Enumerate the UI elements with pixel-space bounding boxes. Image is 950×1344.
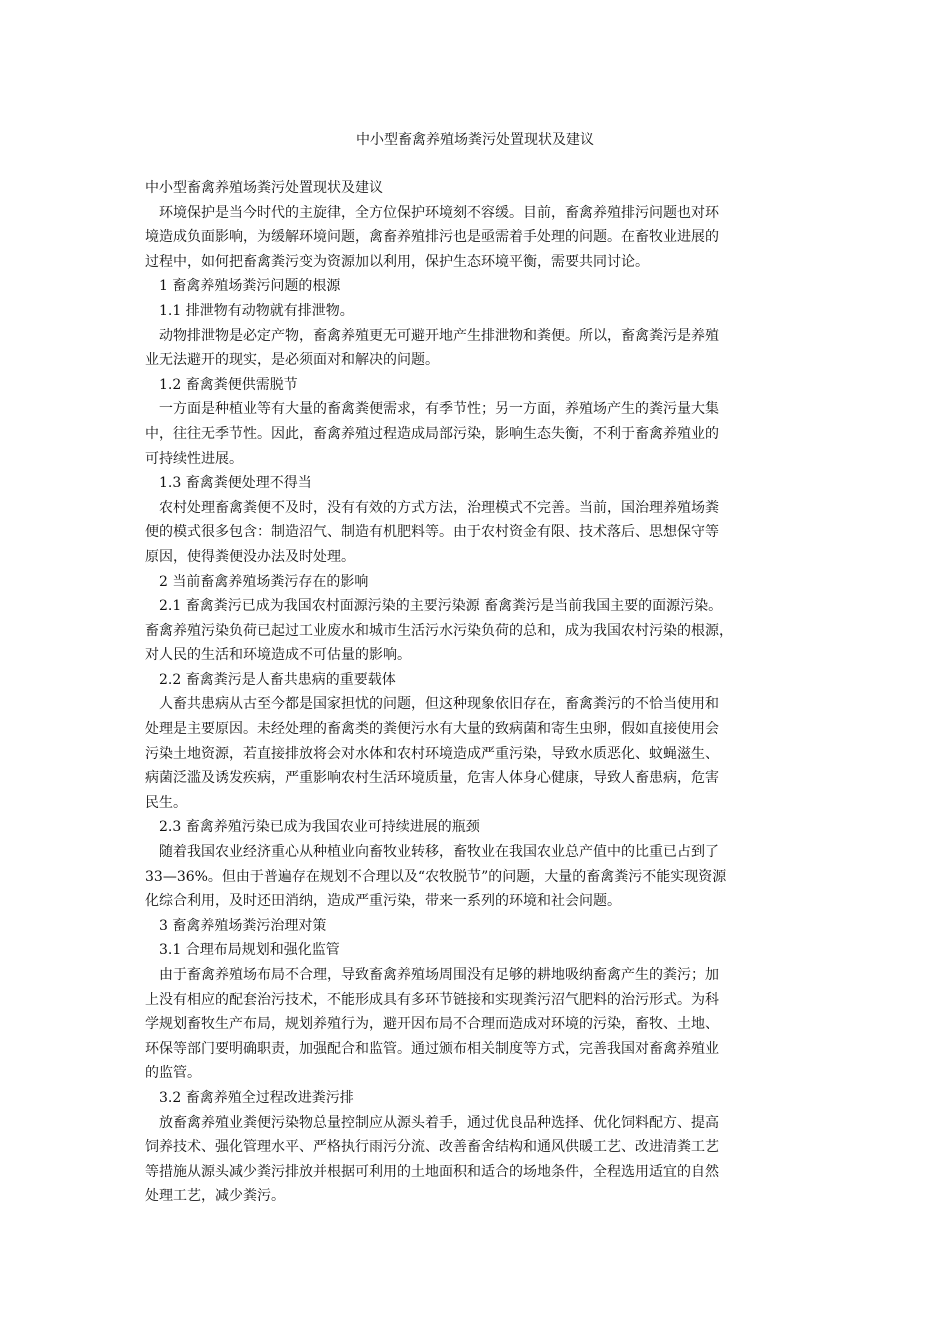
body-line: 3.1 合理布局规划和强化监管 xyxy=(145,942,340,959)
body-line: 病菌泛滥及诱发疾病，严重影响农村生活环境质量，危害人体身心健康，导致人畜患病，危害 xyxy=(145,770,719,787)
body-line: 人畜共患病从古至今都是国家担忧的问题，但这种现象依旧存在，畜禽粪污的不恰当使用和 xyxy=(145,696,719,713)
body-line: 由于畜禽养殖场布局不合理，导致畜禽养殖场周围没有足够的耕地吸纳畜禽产生的粪污；加 xyxy=(145,967,719,983)
body-line: 2 当前畜禽养殖场粪污存在的影响 xyxy=(145,573,369,590)
body-line: 放畜禽养殖业粪便污染物总量控制应从源头着手，通过优良品种选择、优化饲料配方、提高 xyxy=(145,1114,719,1131)
body-line: 环境保护是当今时代的主旋律，全方位保护环境刻不容缓。目前，畜禽养殖排污问题也对环 xyxy=(145,204,719,221)
body-line: 污染土地资源，若直接排放将会对水体和农村环境造成严重污染，导致水质恶化、蚊蝇滋生、 xyxy=(145,745,719,762)
body-line: 2.2 畜禽粪污是人畜共患病的重要载体 xyxy=(145,671,396,688)
body-line: 33—36%。但由于普遍存在规划不合理以及“农牧脱节”的问题，大量的畜禽粪污不能实现资源 xyxy=(145,868,727,885)
body-line: 原因，使得粪便没办法及时处理。 xyxy=(145,548,355,565)
body-line: 民生。 xyxy=(145,794,187,811)
body-line: 一方面是种植业等有大量的畜禽粪便需求，有季节性；另一方面，养殖场产生的粪污量大集 xyxy=(145,401,719,418)
body-line: 学规划畜牧生产布局，规划养殖行为，避开因布局不合理而造成对环境的污染，畜牧、土地、 xyxy=(145,1016,719,1033)
body-line: 境造成负面影响，为缓解环境问题，禽畜养殖排污也是亟需着手处理的问题。在畜牧业进展的 xyxy=(145,229,719,246)
body-line: 2.1 畜禽粪污已成为我国农村面源污染的主要污染源 畜禽粪污是当前我国主要的面源污染。 xyxy=(145,598,723,615)
body-line: 1.3 畜禽粪便处理不得当 xyxy=(145,475,312,492)
body-line: 便的模式很多包含：制造沼气、制造有机肥料等。由于农村资金有限、技术落后、思想保守等 xyxy=(145,524,719,541)
body-line: 的监管。 xyxy=(145,1065,201,1082)
body-line: 饲养技术、强化管理水平、严格执行雨污分流、改善畜舍结构和通风供暖工艺、改进清粪工艺 xyxy=(145,1139,719,1156)
body-line: 过程中，如何把畜禽粪污变为资源加以利用，保护生态环境平衡，需要共同讨论。 xyxy=(145,253,649,270)
body-line: 农村处理畜禽粪便不及时，没有有效的方式方法，治理模式不完善。当前，国治理养殖场粪 xyxy=(145,499,719,516)
document-body xyxy=(145,176,805,1209)
body-line: 3.2 畜禽养殖全过程改进粪污排 xyxy=(145,1089,354,1106)
body-line: 处理工艺，减少粪污。 xyxy=(145,1188,285,1205)
body-line: 上没有相应的配套治污技术，不能形成具有多环节链接和实现粪污沼气肥料的治污形式。为科 xyxy=(145,991,719,1008)
body-line: 对人民的生活和环境造成不可估量的影响。 xyxy=(145,647,411,664)
body-line: 中小型畜禽养殖场粪污处置现状及建议 xyxy=(145,180,383,196)
document-title: 中小型畜禽养殖场粪污处置现状及建议 xyxy=(356,132,594,148)
body-line: 处理是主要原因。未经处理的畜禽类的粪便污水有大量的致病菌和寄生虫卵，假如直接使用会 xyxy=(145,721,719,738)
body-line: 可持续性进展。 xyxy=(145,450,243,467)
body-line: 业无法避开的现实，是必须面对和解决的问题。 xyxy=(145,352,439,369)
body-line: 1 畜禽养殖场粪污问题的根源 xyxy=(145,278,341,295)
body-line: 动物排泄物是必定产物，畜禽养殖更无可避开地产生排泄物和粪便。所以，畜禽粪污是养殖 xyxy=(145,327,719,344)
body-line: 1.1 排泄物有动物就有排泄物。 xyxy=(145,302,354,319)
body-line: 3 畜禽养殖场粪污治理对策 xyxy=(145,917,327,934)
body-line: 随着我国农业经济重心从种植业向畜牧业转移，畜牧业在我国农业总产值中的比重已占到了 xyxy=(145,844,719,861)
body-line: 环保等部门要明确职责，加强配合和监管。通过颁布相关制度等方式，完善我国对畜禽养殖业 xyxy=(145,1040,719,1057)
body-line: 畜禽养殖污染负荷已起过工业废水和城市生活污水污染负荷的总和，成为我国农村污染的根源， xyxy=(145,622,733,639)
body-line: 2.3 畜禽养殖污染已成为我国农业可持续进展的瓶颈 xyxy=(145,819,480,836)
body-line: 中，往往无季节性。因此，畜禽养殖过程造成局部污染，影响生态失衡，不利于畜禽养殖业的 xyxy=(145,425,719,442)
body-line: 1.2 畜禽粪便供需脱节 xyxy=(145,376,298,393)
body-line: 等措施从源头减少粪污排放并根据可利用的土地面积和适合的场地条件，全程选用适宜的自然 xyxy=(145,1163,719,1180)
body-line: 化综合利用，及时还田消纳，造成严重污染，带来一系列的环境和社会问题。 xyxy=(145,893,621,910)
